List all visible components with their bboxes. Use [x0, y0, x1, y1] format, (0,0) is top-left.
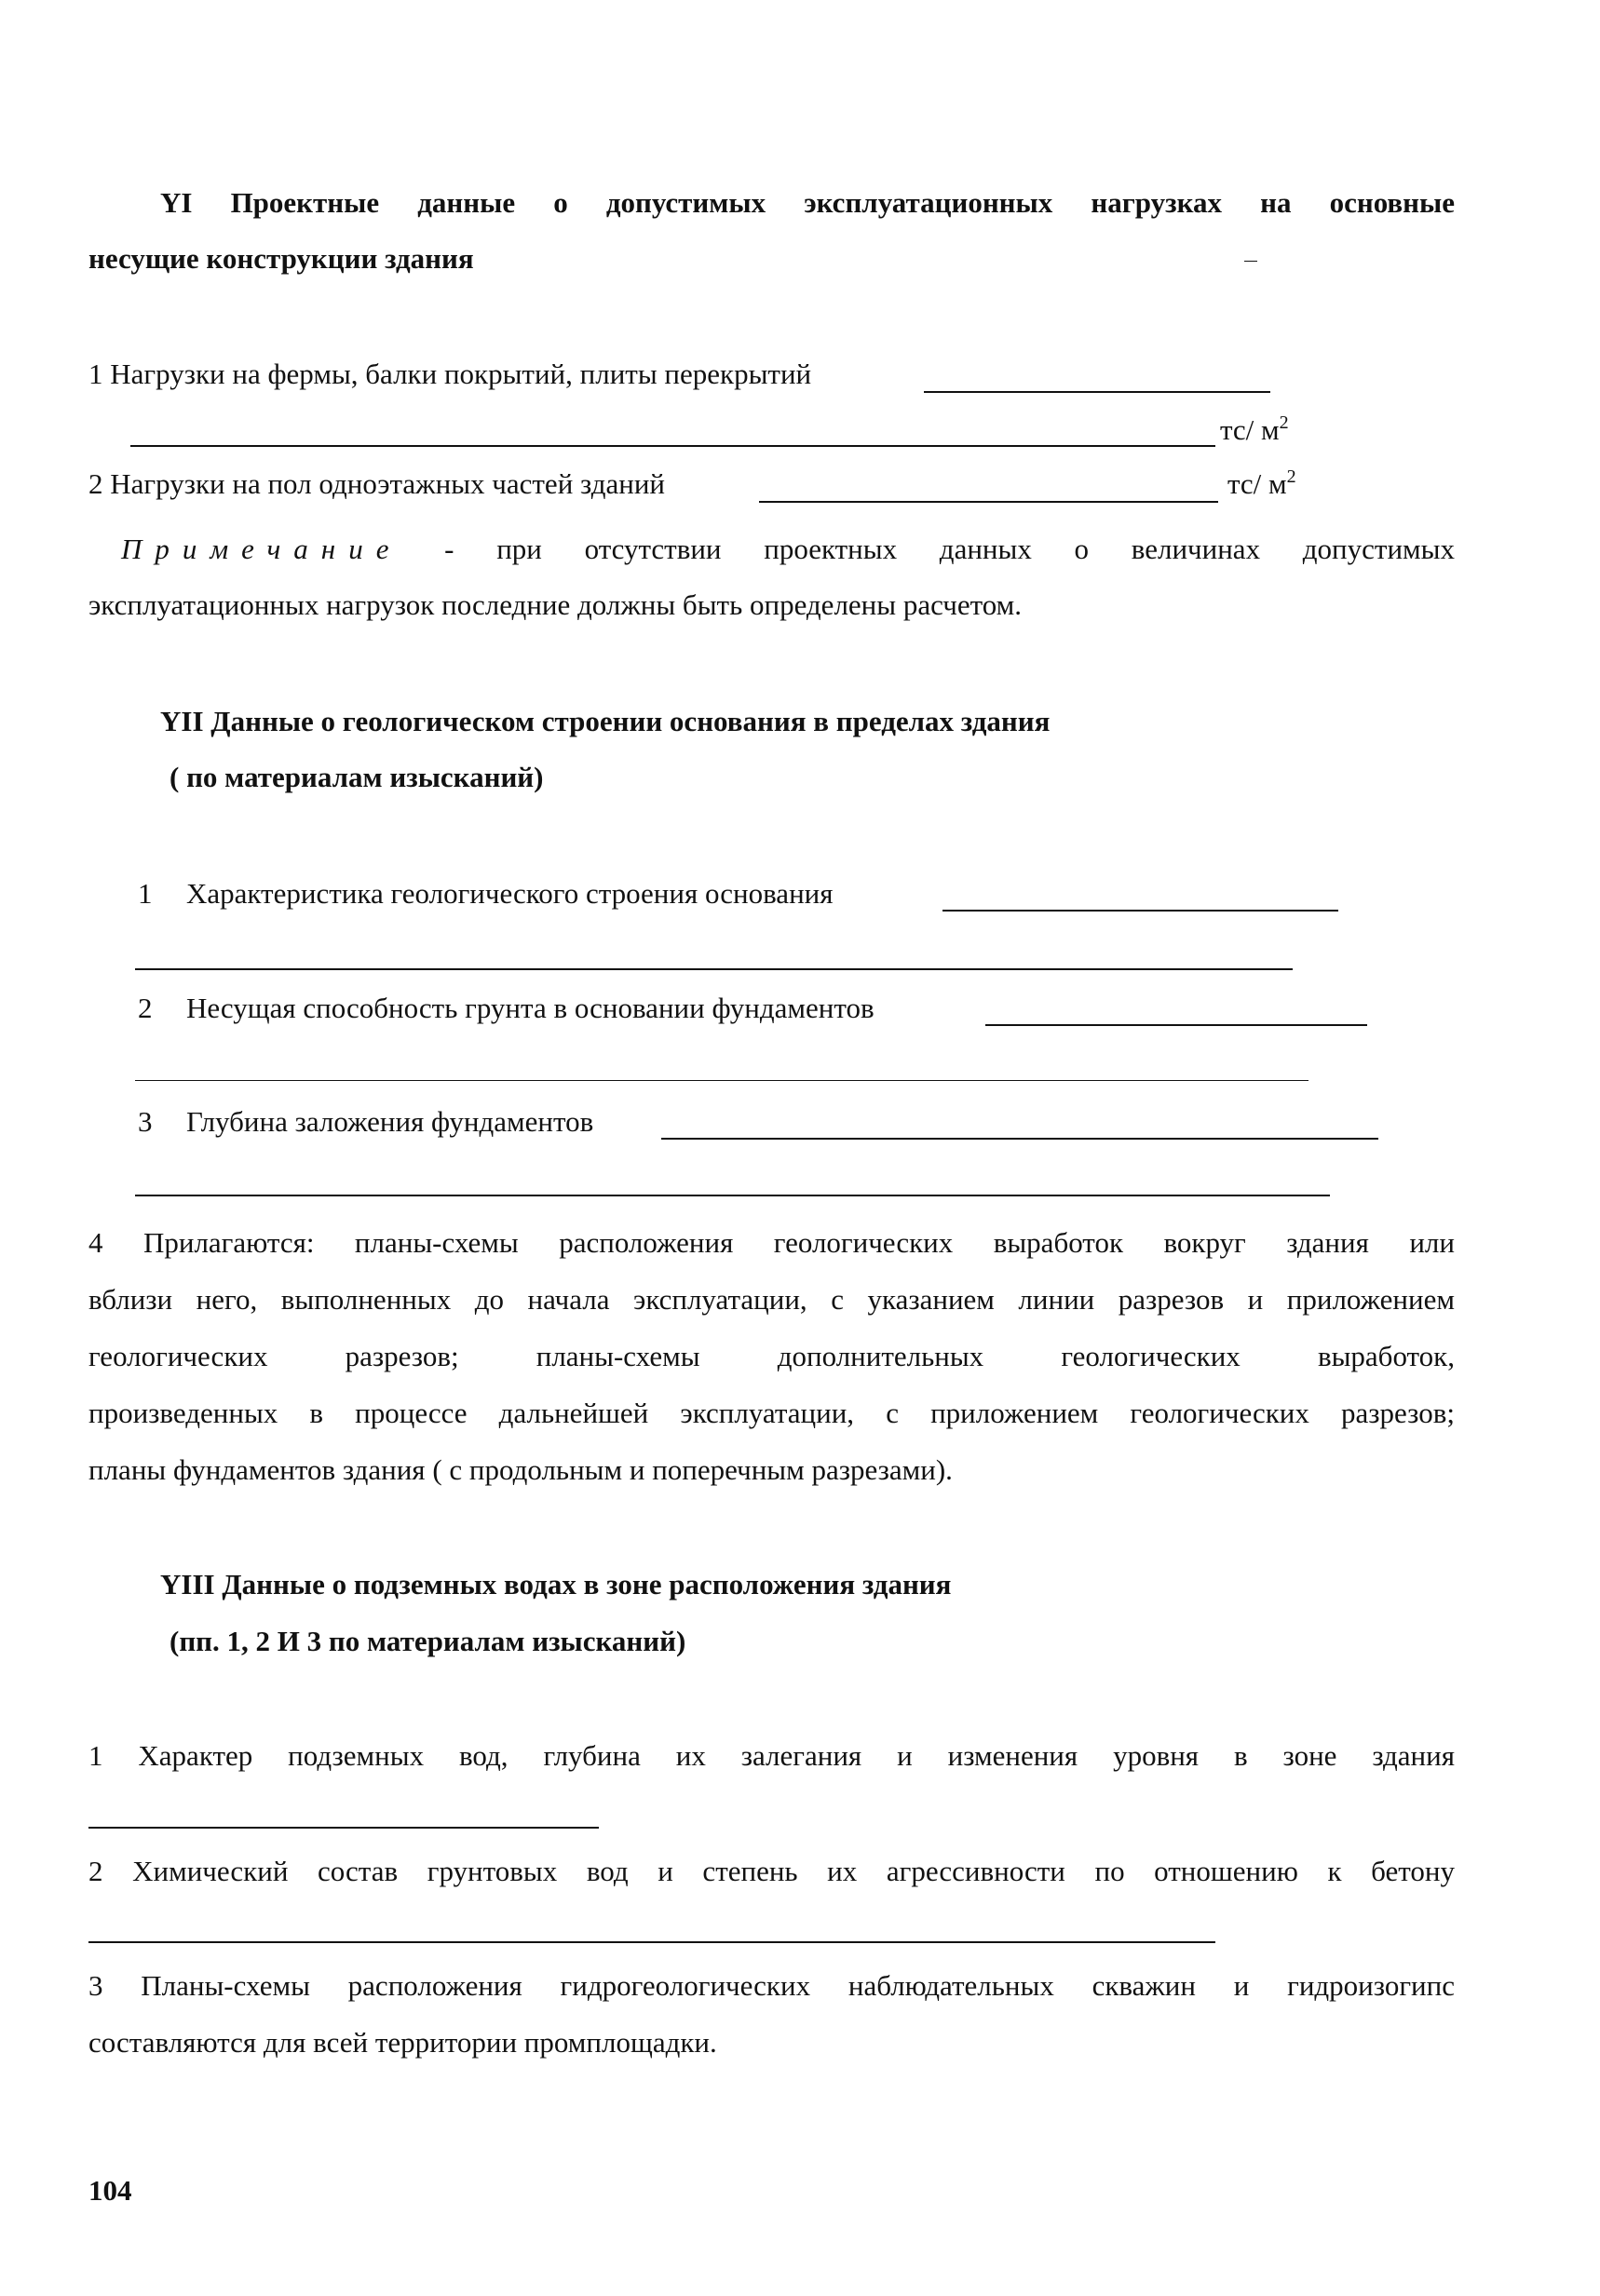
blank-line: [942, 910, 1338, 912]
item4-line: произведенных в процессе дальнейшей эксплуатации, с приложением геологических разрезов;: [88, 1397, 1455, 1429]
item4-line: вблизи него, выполненных до начала эксплуатации, с указанием линии разрезов и приложением: [88, 1283, 1455, 1316]
item4-line: геологических разрезов; планы-схемы дополнительных геологических выработок,: [88, 1340, 1455, 1372]
section8-item3-line2: составляются для всей территории промплощадки.: [88, 2026, 717, 2059]
section8-heading-line2: (пп. 1, 2 И 3 по материалам изысканий): [169, 1625, 686, 1657]
unit-label: тс/ $м^2$: [1220, 412, 1289, 446]
note-label: Примечание: [121, 533, 402, 565]
section7-item1-label: Характеристика геологического строения основания: [186, 877, 834, 910]
section8-item2: 2 Химический состав грунтовых вод и степень их агрессивности по отношению к бетону: [88, 1855, 1455, 1887]
section8-item3-line1: 3 Планы-схемы расположения гидрогеологических наблюдательных скважин и гидроизогипс: [88, 1969, 1455, 2002]
section7-item2-label: Несущая способность грунта в основании фундаментов: [186, 992, 875, 1024]
section6-item1-label: 1 Нагрузки на фермы, балки покрытий, плиты перекрытий: [88, 358, 812, 390]
section7-heading-line2: ( по материалам изысканий): [169, 761, 544, 793]
blank-line: [985, 1024, 1367, 1026]
section7-item2-num: 2: [138, 992, 153, 1024]
section8-heading-line1: YIII Данные о подземных водах в зоне расположения здания: [160, 1568, 952, 1600]
section7-item3-num: 3: [138, 1105, 153, 1138]
section8-item1: 1 Характер подземных вод, глубина их залегания и изменения уровня в зоне здания: [88, 1739, 1455, 1772]
blank-line: [88, 1827, 599, 1829]
section7-item3-label: Глубина заложения фундаментов: [186, 1105, 594, 1138]
blank-line: [88, 1941, 1215, 1943]
item4-line: 4 Прилагаются: планы-схемы расположения геологических выработок вокруг здания или: [88, 1226, 1455, 1259]
blank-line: [924, 391, 1270, 393]
page-number: 104: [88, 2174, 132, 2207]
note-line1: Примечание - при отсутствии проектных данных о величинах допустимых: [121, 533, 1455, 565]
scan-mark: [1244, 261, 1257, 262]
blank-line: [130, 445, 1215, 447]
item4-line: планы фундаментов здания ( с продольным и поперечным разрезами).: [88, 1453, 953, 1486]
blank-line: [135, 1195, 1330, 1196]
blank-line: [135, 1080, 1308, 1081]
blank-line: [135, 968, 1293, 970]
section7-heading-line1: YII Данные о геологическом строении основания в пределах здания: [160, 705, 1051, 737]
section6-heading-line2: несущие конструкции здания: [88, 242, 474, 275]
section6-item2-label: 2 Нагрузки на пол одноэтажных частей зданий: [88, 467, 666, 500]
section7-item1-num: 1: [138, 877, 153, 910]
blank-line: [661, 1138, 1378, 1140]
unit-label: тс/ $м^2$: [1227, 466, 1296, 500]
section6-heading-line1: YI Проектные данные о допустимых эксплуатационных нагрузках на основные: [160, 186, 1455, 219]
blank-line: [759, 501, 1218, 503]
note-line2: эксплуатационных нагрузок последние должны быть определены расчетом.: [88, 588, 1023, 621]
